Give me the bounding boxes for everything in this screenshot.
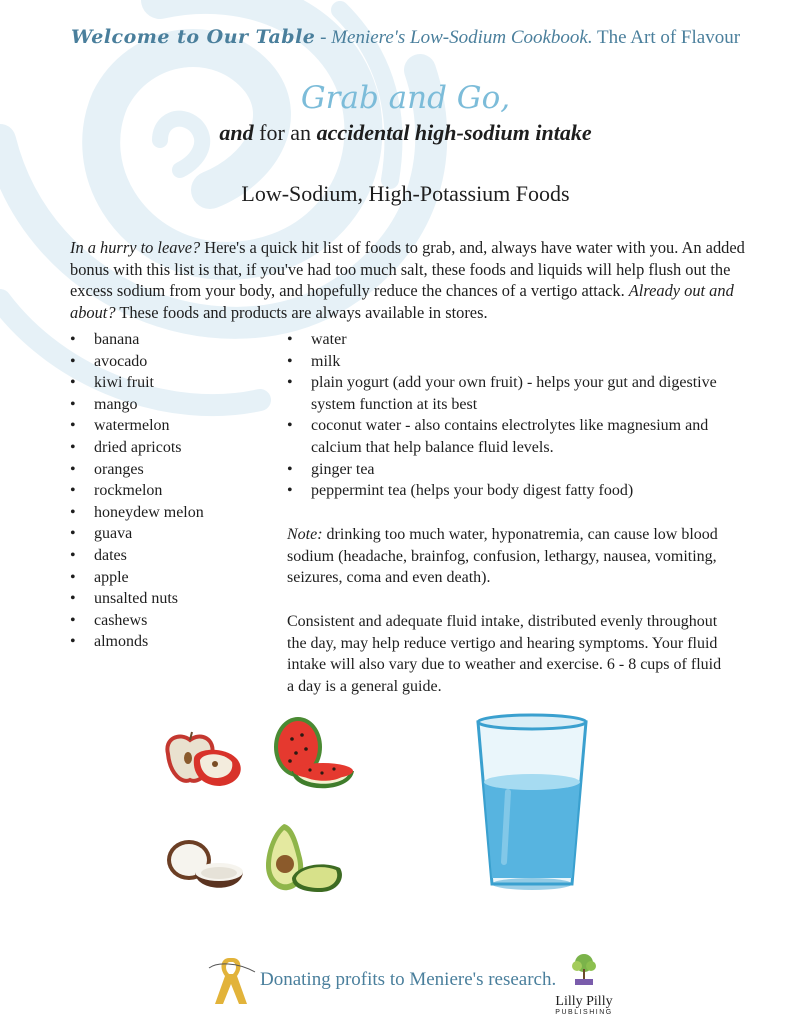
fluid-paragraph: Consistent and adequate fluid intake, distributed evenly throughout the day, may help reduce vertigo and hearing symptoms. Your fluid intake will also vary due to weather and exercise. 6 - 8 cups of fluid a day is a general guide. — [287, 613, 722, 695]
intro-question-1: In a hurry to leave? — [70, 238, 201, 257]
page-header — [0, 26, 811, 49]
note-paragraph — [287, 524, 727, 589]
lilly-pilly-tree-logo — [569, 953, 599, 987]
avocado-icon — [262, 820, 346, 896]
foods-list — [70, 329, 270, 653]
list-item: • plain yogurt (add your own fruit) - helps your gut and digestive system function at its best — [287, 372, 727, 415]
watermelon-icon — [270, 713, 356, 797]
subtitle-for-an: for an — [253, 120, 317, 145]
note-label: Note: — [287, 526, 323, 543]
list-item: • banana — [70, 329, 270, 351]
list-item: • peppermint tea (helps your body digest fatty food) — [287, 480, 727, 502]
ribbon-logo — [207, 954, 257, 1008]
publisher-name: Lilly Pilly — [555, 994, 613, 1009]
note-text: drinking too much water, hyponatremia, can cause low blood sodium (headache, brainfog, confusion, lethargy, nausea, vomiting, seizures, coma and even death). — [287, 526, 718, 587]
drinks-list — [287, 329, 727, 502]
list-item: • honeydew melon — [70, 502, 270, 524]
list-item: • dried apricots — [70, 437, 270, 459]
intro-question-2: Already out and about? — [70, 281, 734, 322]
subtitle-emphasis: accidental high-sodium intake — [316, 120, 592, 145]
donation-text: Donating profits to Meniere's research. — [260, 969, 557, 990]
list-item: • watermelon — [70, 415, 270, 437]
page-title: Grab and Go, — [300, 80, 511, 116]
list-item: • coconut water - also contains electrolytes like magnesium and calcium that help balance fluid levels. — [287, 415, 727, 458]
coconut-icon — [165, 836, 245, 892]
subtitle-and: and — [219, 120, 254, 145]
list-item: • mango — [70, 394, 270, 416]
header-script-text: Welcome to Our Table — [70, 26, 316, 48]
list-item: • apple — [70, 567, 270, 589]
header-tagline: The Art of Flavour — [592, 27, 741, 48]
list-item: • oranges — [70, 459, 270, 481]
intro-paragraph — [70, 237, 750, 323]
list-item: • ginger tea — [287, 459, 727, 481]
list-item: • guava — [70, 523, 270, 545]
list-item: • avocado — [70, 351, 270, 373]
list-item: • water — [287, 329, 727, 351]
publisher-sub: PUBLISHING — [555, 1009, 613, 1016]
list-item: • milk — [287, 351, 727, 373]
list-item: • dates — [70, 545, 270, 567]
list-item: • cashews — [70, 610, 270, 632]
list-item: • rockmelon — [70, 480, 270, 502]
section-heading: Low-Sodium, High-Potassium Foods — [241, 181, 570, 206]
header-book-title: Meniere's Low-Sodium Cookbook. — [331, 27, 593, 48]
water-glass-icon — [474, 712, 590, 892]
publisher-logo — [548, 953, 620, 1016]
apple-icon — [160, 728, 246, 788]
header-separator: - — [315, 27, 332, 48]
list-item: • unsalted nuts — [70, 588, 270, 610]
intro-text-1: Here's a quick hit list of foods to grab, and, always have water with you. An added bonus with this list is that, if you've had too much salt, these foods and liquids will help flush out the excess sodium from your body, and hopefully reduce the chances of a vertigo attack. — [70, 238, 745, 301]
intro-text-2: These foods and products are always available in stores. — [115, 302, 488, 322]
page-subtitle — [0, 120, 811, 146]
list-item: • kiwi fruit — [70, 372, 270, 394]
list-item: • almonds — [70, 631, 270, 653]
